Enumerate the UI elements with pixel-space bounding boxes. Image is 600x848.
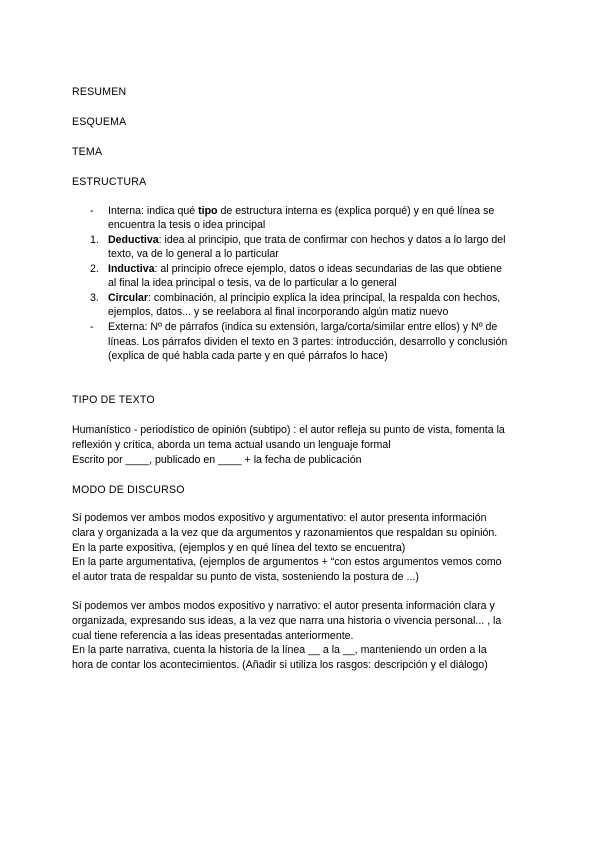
tipo-texto-line: Escrito por ____, publicado en ____ + la fecha de publicación: [72, 454, 362, 466]
paragraph-line: hora de contar los acontecimientos. (Añadir si utiliza los rasgos: descripción y el diálogo): [72, 659, 488, 671]
heading-estructura: ESTRUCTURA: [72, 176, 147, 188]
list-marker: -: [90, 205, 94, 217]
inductiva-text-post: : al principio ofrece ejemplo, datos o ideas secundarias de las que obtiene: [154, 263, 502, 275]
list-marker: 1.: [90, 234, 99, 246]
list-item-inductiva-line2: al final la idea principal o tesis, va de lo particular a lo general: [108, 277, 397, 289]
paragraph-line: el autor trata de respaldar su punto de vista, sosteniendo la postura de ...): [72, 571, 419, 583]
circular-text-post: : combinación, al principio explica la idea principal, la respalda con hechos,: [148, 292, 501, 304]
circular-bold: Circular: [108, 292, 149, 304]
list-item-interna: [108, 205, 494, 218]
tipo-texto-line: reflexión y crítica, aborda un tema actual usando un lenguaje formal: [72, 439, 391, 451]
deductiva-bold: Deductiva: [108, 234, 159, 246]
heading-esquema: ESQUEMA: [72, 116, 127, 128]
heading-tema: TEMA: [72, 146, 103, 158]
heading-modo-discurso: MODO DE DISCURSO: [72, 484, 185, 496]
paragraph-line: cual tiene referencia a las ideas presentadas anteriormente.: [72, 630, 354, 642]
interna-text-post: de estructura interna es (explica porqué) y en qué línea se: [217, 205, 495, 217]
list-item-externa-line2: líneas. Los párrafos dividen el texto en 3 partes: introducción, desarrollo y conclusión: [108, 336, 508, 348]
paragraph-line: En la parte argumentativa, (ejemplos de argumentos + “con estos argumentos vemos como: [72, 556, 502, 568]
list-item-circular: [108, 292, 500, 305]
paragraph-line: clara y organizada a la vez que da argumentos y razonamientos que respaldan su opinión.: [72, 527, 498, 539]
paragraph-line: En la parte expositiva, (ejemplos y en qué línea del texto se encuentra): [72, 542, 406, 554]
tipo-texto-line: Humanístico - periodístico de opinión (subtipo) : el autor refleja su punto de vista, fomenta la: [72, 424, 505, 436]
interna-bold: tipo: [198, 205, 218, 217]
paragraph-line: organizada, expresando sus ideas, a la vez que narra una historia o vivencia personal... , la: [72, 615, 502, 627]
interna-text-pre: Interna: indica qué: [108, 205, 199, 217]
inductiva-bold: Inductiva: [108, 263, 155, 275]
heading-resumen: RESUMEN: [72, 86, 127, 98]
list-item-deductiva: [108, 234, 506, 247]
list-item-externa: Externa: Nº de párrafos (indica su extensión, larga/corta/similar entre ellos) y Nº de: [108, 321, 498, 333]
paragraph-line: En la parte narrativa, cuenta la historia de la línea __ a la __, manteniendo un orden a la: [72, 644, 487, 656]
list-item-circular-line2: ejemplos, datos... y se reelabora al final incorporando algún matiz nuevo: [108, 306, 449, 318]
list-item-inductiva: [108, 263, 502, 276]
heading-tipo-texto: TIPO DE TEXTO: [72, 394, 155, 406]
list-item-interna-line2: encuentra la tesis o idea principal: [108, 219, 266, 231]
list-marker: 2.: [90, 263, 99, 275]
paragraph-line: Si podemos ver ambos modos expositivo y narrativo: el autor presenta información clara y: [72, 600, 495, 612]
list-item-externa-line3: (explica de qué habla cada parte y en qué párrafos lo hace): [108, 350, 388, 362]
list-item-deductiva-line2: texto, va de lo general a lo particular: [108, 248, 279, 260]
paragraph-line: Si podemos ver ambos modos expositivo y argumentativo: el autor presenta información: [72, 512, 487, 524]
list-marker: -: [90, 321, 94, 333]
list-marker: 3.: [90, 292, 99, 304]
deductiva-text-post: : idea al principio, que trata de confirmar con hechos y datos a lo largo del: [158, 234, 506, 246]
